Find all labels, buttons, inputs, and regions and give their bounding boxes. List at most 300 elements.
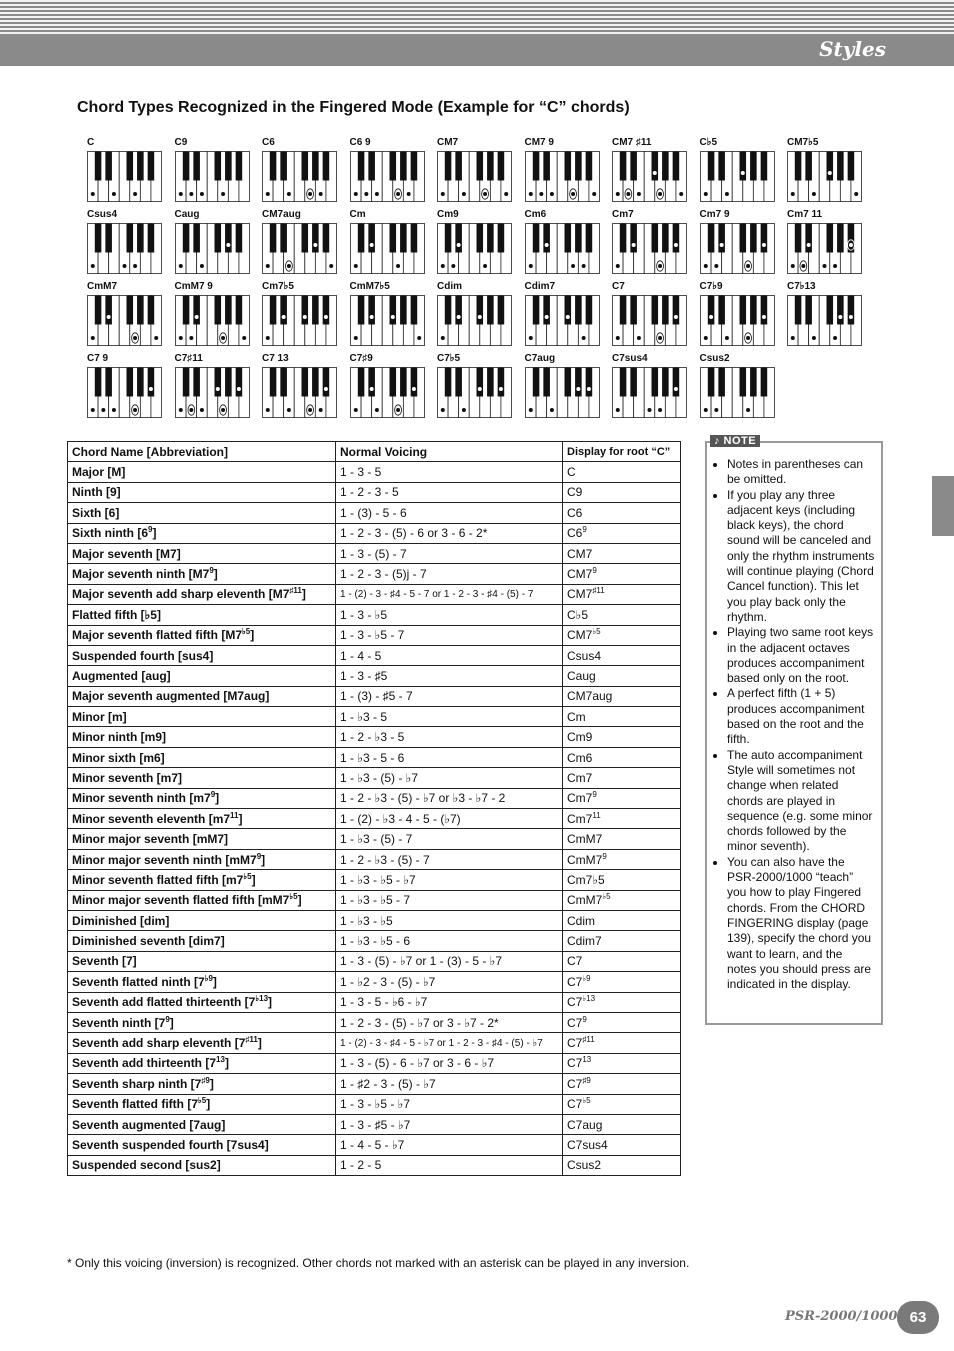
- keyboard-diagram: [175, 151, 251, 203]
- note-dot: [478, 387, 482, 391]
- note-dot: [266, 192, 270, 196]
- black-key: [750, 296, 757, 325]
- note-dot: [199, 192, 203, 196]
- black-key: [673, 224, 680, 253]
- note-dot: [199, 264, 203, 268]
- black-key: [477, 368, 484, 397]
- chord-diagram: [262, 209, 342, 281]
- black-key: [498, 296, 505, 325]
- note-dot: [791, 192, 795, 196]
- col-header-name: Chord Name [Abbreviation]: [68, 442, 336, 462]
- chord-name-cell: Ninth [9]: [68, 482, 336, 502]
- display-cell: C7sus4: [563, 1135, 681, 1155]
- voicing-cell: 1 - ♯2 - 3 - (5) - ♭7: [336, 1074, 563, 1094]
- note-dot: [194, 315, 198, 319]
- display-cell: $C7^{♯11}$: [563, 1033, 681, 1053]
- chord-label: CmM7: [87, 281, 118, 292]
- voicing-cell: 1 - 4 - 5 - ♭7: [336, 1135, 563, 1155]
- black-key: [214, 368, 221, 397]
- black-key: [620, 296, 627, 325]
- chord-name-cell: Major seventh ninth $[M7^9]$: [68, 564, 336, 584]
- black-key: [750, 368, 757, 397]
- note-dot: [369, 315, 373, 319]
- note-dot: [849, 243, 853, 247]
- black-key: [214, 224, 221, 253]
- note-dot: [499, 387, 503, 391]
- keyboard-diagram: [437, 223, 513, 275]
- voicing-cell: 1 - 3 - 5: [336, 462, 563, 482]
- note-dot: [149, 387, 153, 391]
- black-key: [357, 152, 364, 181]
- note-dot: [236, 387, 240, 391]
- note-dot: [266, 408, 270, 412]
- voicing-cell: 1 - 2 - 3 - 5: [336, 482, 563, 502]
- black-key: [707, 152, 714, 181]
- note-dot: [313, 243, 317, 247]
- note-box: [705, 441, 883, 1025]
- black-key: [148, 296, 155, 325]
- black-key: [270, 224, 277, 253]
- note-dot: [462, 408, 466, 412]
- note-dot: [91, 192, 95, 196]
- voicing-cell: 1 - (3) - 5 - 6: [336, 503, 563, 523]
- display-cell: Cm7♭5: [563, 870, 681, 890]
- note-dot: [674, 243, 678, 247]
- black-key: [105, 152, 112, 181]
- black-key: [455, 296, 462, 325]
- note-dot: [451, 264, 455, 268]
- note-dot: [632, 243, 636, 247]
- model-name: PSR-2000/1000: [785, 1309, 898, 1324]
- black-key: [805, 224, 812, 253]
- keyboard-diagram: [87, 151, 163, 203]
- keyboard-diagram: [350, 295, 426, 347]
- keyboard-diagram: [787, 151, 863, 203]
- black-key: [575, 296, 582, 325]
- note-dot: [189, 192, 193, 196]
- voicing-cell: 1 - 2 - 3 - (5)j - 7: [336, 564, 563, 584]
- black-key: [477, 296, 484, 325]
- note-dot: [91, 408, 95, 412]
- note-dot: [329, 264, 333, 268]
- note-dot: [478, 315, 482, 319]
- chord-label: C7♭13: [787, 281, 816, 292]
- black-key: [487, 152, 494, 181]
- black-key: [673, 296, 680, 325]
- black-key: [760, 296, 767, 325]
- display-cell: Cm9: [563, 727, 681, 747]
- chord-name-cell: Seventh add thirteenth $[7^{13}]$: [68, 1053, 336, 1073]
- note-dot: [528, 192, 532, 196]
- black-key: [707, 296, 714, 325]
- black-key: [477, 152, 484, 181]
- note-dot: [483, 264, 487, 268]
- chord-label: Cm7 11: [787, 209, 823, 220]
- voicing-cell: 1 - ♭3 - 5 - 6: [336, 747, 563, 767]
- black-key: [127, 224, 134, 253]
- table-row: [68, 870, 681, 890]
- keyboard-diagram: [612, 151, 688, 203]
- black-key: [148, 368, 155, 397]
- black-key: [389, 152, 396, 181]
- note-dot: [199, 408, 203, 412]
- display-cell: CM7: [563, 543, 681, 563]
- keyboard-diagram: [350, 151, 426, 203]
- note-dot: [658, 192, 662, 196]
- note-dot: [319, 408, 323, 412]
- note-dot: [812, 336, 816, 340]
- keyboard-diagram: [612, 295, 688, 347]
- note-dot: [674, 315, 678, 319]
- black-key: [302, 224, 309, 253]
- display-cell: Cm: [563, 707, 681, 727]
- black-key: [662, 296, 669, 325]
- black-key: [575, 224, 582, 253]
- table-row: [68, 972, 681, 992]
- table-row: [68, 809, 681, 829]
- note-dot: [364, 192, 368, 196]
- chord-name-cell: Seventh flatted fifth $[7^{♭5}]$: [68, 1094, 336, 1114]
- note-dot: [369, 243, 373, 247]
- chord-diagram: [350, 137, 430, 209]
- note-dot: [287, 192, 291, 196]
- black-key: [652, 296, 659, 325]
- black-key: [739, 152, 746, 181]
- black-key: [235, 368, 242, 397]
- voicing-cell: 1 - (2) - 3 - ♯4 - 5 - 7 or 1 - 2 - 3 - ♯4 - (5) - 7: [336, 584, 563, 604]
- chord-label: C7♯9: [349, 353, 373, 364]
- chord-diagram: [612, 353, 692, 425]
- black-key: [673, 368, 680, 397]
- note-item: • Playing two same root keys in the adjacent octaves produces accompaniment based only on the root.: [727, 625, 875, 686]
- black-key: [455, 152, 462, 181]
- voicing-cell: 1 - 2 - 5: [336, 1155, 563, 1175]
- note-dot: [374, 192, 378, 196]
- note-dot: [807, 243, 811, 247]
- table-row: [68, 931, 681, 951]
- black-key: [445, 224, 452, 253]
- black-key: [312, 152, 319, 181]
- note-item: • Notes in parentheses can be omitted.: [727, 457, 875, 488]
- black-key: [235, 152, 242, 181]
- table-row: [68, 686, 681, 706]
- voicing-cell: 1 - ♭3 - ♭5 - 6: [336, 931, 563, 951]
- black-key: [805, 152, 812, 181]
- display-cell: C9: [563, 482, 681, 502]
- note-dot: [462, 192, 466, 196]
- black-key: [312, 296, 319, 325]
- black-key: [760, 224, 767, 253]
- black-key: [575, 368, 582, 397]
- black-key: [225, 152, 232, 181]
- note-list: [707, 457, 881, 992]
- chord-label: CM7♭5: [787, 137, 819, 148]
- black-key: [739, 296, 746, 325]
- black-key: [848, 296, 855, 325]
- black-key: [620, 368, 627, 397]
- note-dot: [761, 243, 765, 247]
- display-cell: $C7^{♯9}$: [563, 1074, 681, 1094]
- chord-label: CM7 9: [524, 137, 554, 148]
- note-dot: [441, 192, 445, 196]
- note-dot: [221, 336, 225, 340]
- chord-name-cell: Seventh augmented [7aug]: [68, 1114, 336, 1134]
- table-row: [68, 482, 681, 502]
- black-key: [410, 296, 417, 325]
- note-dot: [637, 192, 641, 196]
- note-dot: [441, 336, 445, 340]
- chord-diagram: [525, 353, 605, 425]
- note-dot: [823, 264, 827, 268]
- note-dot: [324, 387, 328, 391]
- note-dot: [528, 336, 532, 340]
- voicing-cell: 1 - 4 - 5: [336, 645, 563, 665]
- table-row: [68, 829, 681, 849]
- chord-label: CM7aug: [262, 209, 301, 220]
- chord-diagram: [525, 137, 605, 209]
- black-key: [652, 368, 659, 397]
- keyboard-diagram: [525, 223, 601, 275]
- black-key: [182, 368, 189, 397]
- chord-label: C7aug: [524, 353, 556, 364]
- note-dot: [396, 264, 400, 268]
- chord-label: Cdim: [437, 281, 462, 292]
- note-dot: [616, 192, 620, 196]
- voicing-cell: 1 - 3 - (5) - 6 - ♭7 or 3 - 6 - ♭7: [336, 1053, 563, 1073]
- black-key: [182, 296, 189, 325]
- note-dot: [761, 315, 765, 319]
- chord-diagram: [175, 137, 255, 209]
- black-key: [739, 368, 746, 397]
- table-row: [68, 645, 681, 665]
- chord-label: C7 9: [87, 353, 109, 364]
- display-cell: Csus2: [563, 1155, 681, 1175]
- note-dot: [581, 336, 585, 340]
- black-key: [270, 152, 277, 181]
- black-key: [280, 224, 287, 253]
- chord-name-cell: Seventh flatted ninth $[7^{♭9}]$: [68, 972, 336, 992]
- keyboard-diagram: [175, 367, 251, 419]
- table-row: [68, 543, 681, 563]
- note-dot: [528, 408, 532, 412]
- display-cell: C6: [563, 503, 681, 523]
- note-dot: [709, 315, 713, 319]
- chord-name-cell: Major seventh augmented [M7aug]: [68, 686, 336, 706]
- keyboard-diagram: [262, 151, 338, 203]
- note-dot: [674, 387, 678, 391]
- voicing-cell: 1 - ♭3 - (5) - ♭7: [336, 768, 563, 788]
- black-key: [127, 368, 134, 397]
- keyboard-diagram: [87, 367, 163, 419]
- note-dot: [549, 408, 553, 412]
- black-key: [445, 368, 452, 397]
- chord-diagram: [437, 209, 517, 281]
- note-dot: [703, 192, 707, 196]
- voicing-cell: 1 - 3 - 5 - ♭6 - ♭7: [336, 992, 563, 1012]
- note-dot: [828, 171, 832, 175]
- black-key: [148, 152, 155, 181]
- black-key: [543, 152, 550, 181]
- chord-diagram: [262, 281, 342, 353]
- note-dot: [287, 408, 291, 412]
- chord-label: C9: [174, 137, 188, 148]
- display-cell: $CmM7^9$: [563, 849, 681, 869]
- black-key: [280, 296, 287, 325]
- note-dot: [746, 336, 750, 340]
- black-key: [302, 296, 309, 325]
- note-dot: [221, 192, 225, 196]
- black-key: [739, 224, 746, 253]
- chord-diagram: [700, 137, 780, 209]
- black-key: [827, 224, 834, 253]
- note-dot: [549, 192, 553, 196]
- keyboard-diagram: [262, 295, 338, 347]
- note-dot: [215, 387, 219, 391]
- black-key: [532, 224, 539, 253]
- black-key: [585, 152, 592, 181]
- note-dot: [812, 192, 816, 196]
- black-key: [280, 152, 287, 181]
- black-key: [323, 368, 330, 397]
- note-dot: [411, 387, 415, 391]
- display-cell: Caug: [563, 666, 681, 686]
- black-key: [564, 296, 571, 325]
- note-dot: [133, 408, 137, 412]
- note-dot: [565, 315, 569, 319]
- note-dot: [303, 315, 307, 319]
- chord-name-cell: Minor seventh eleventh $[m7^{11}]$: [68, 809, 336, 829]
- chord-name-cell: Diminished seventh [dim7]: [68, 931, 336, 951]
- note-dot: [266, 336, 270, 340]
- chord-name-cell: Minor sixth [m6]: [68, 747, 336, 767]
- keyboard-diagram: [437, 367, 513, 419]
- table-row: [68, 747, 681, 767]
- chord-diagram: [175, 209, 255, 281]
- note-dot: [576, 387, 580, 391]
- black-key: [400, 152, 407, 181]
- chord-diagram: [437, 281, 517, 353]
- table-row: [68, 768, 681, 788]
- note-dot: [242, 336, 246, 340]
- black-key: [498, 152, 505, 181]
- black-key: [620, 224, 627, 253]
- chord-diagram: [612, 281, 692, 353]
- display-cell: $Cm7^9$: [563, 788, 681, 808]
- chord-label: Caug: [174, 209, 200, 220]
- table-row: [68, 503, 681, 523]
- voicing-cell: 1 - (2) - 3 - ♯4 - 5 - ♭7 or 1 - 2 - 3 - ♯4 - (5) - ♭7: [336, 1033, 563, 1053]
- chord-label: C7 13: [262, 353, 289, 364]
- note-dot: [653, 171, 657, 175]
- keyboard-diagram: [525, 367, 601, 419]
- chord-name-cell: Flatted fifth [♭5]: [68, 605, 336, 625]
- table-row: [68, 625, 681, 645]
- note-dot: [658, 408, 662, 412]
- note-dot: [178, 336, 182, 340]
- table-row: [68, 788, 681, 808]
- table-row: [68, 1033, 681, 1053]
- note-dot: [746, 408, 750, 412]
- table-row: [68, 1012, 681, 1032]
- voicing-cell: 1 - 3 - (5) - ♭7 or 1 - (3) - 5 - ♭7: [336, 951, 563, 971]
- black-key: [323, 152, 330, 181]
- table-row: [68, 1155, 681, 1175]
- table-row: [68, 707, 681, 727]
- keyboard-diagram: [525, 151, 601, 203]
- black-key: [652, 224, 659, 253]
- chord-name-cell: Seventh sharp ninth $[7^{♯9}]$: [68, 1074, 336, 1094]
- note-dot: [154, 336, 158, 340]
- voicing-cell: 1 - ♭3 - ♭5 - 7: [336, 890, 563, 910]
- note-dot: [319, 192, 323, 196]
- chord-name-cell: Seventh add flatted thirteenth $[7^{♭13}]$: [68, 992, 336, 1012]
- table-row: [68, 605, 681, 625]
- table-row: [68, 951, 681, 971]
- note-dot: [374, 408, 378, 412]
- voicing-cell: 1 - ♭2 - 3 - (5) - ♭7: [336, 972, 563, 992]
- black-key: [750, 224, 757, 253]
- voicing-cell: 1 - ♭3 - ♭5 - ♭7: [336, 870, 563, 890]
- keyboard-diagram: [612, 367, 688, 419]
- note-dot: [133, 192, 137, 196]
- note-dot: [123, 264, 127, 268]
- display-cell: CmM7: [563, 829, 681, 849]
- note-dot: [791, 336, 795, 340]
- chord-diagram: [175, 281, 255, 353]
- note-dot: [178, 264, 182, 268]
- black-key: [445, 152, 452, 181]
- black-key: [718, 296, 725, 325]
- chord-name-cell: Major [M]: [68, 462, 336, 482]
- keyboard-diagram: [437, 151, 513, 203]
- note-dot: [308, 192, 312, 196]
- black-key: [662, 152, 669, 181]
- table-row: [68, 1074, 681, 1094]
- chord-diagram: [350, 353, 430, 425]
- chord-label: CM7 ♯11: [612, 137, 652, 148]
- black-key: [805, 296, 812, 325]
- table-row: [68, 564, 681, 584]
- chord-diagram: [787, 209, 867, 281]
- note-dot: [353, 192, 357, 196]
- black-key: [137, 152, 144, 181]
- black-key: [225, 224, 232, 253]
- keyboard-diagram: [612, 223, 688, 275]
- chord-name-cell: Sixth ninth $[6^9]$: [68, 523, 336, 543]
- note-dot: [178, 192, 182, 196]
- black-key: [400, 296, 407, 325]
- black-key: [827, 152, 834, 181]
- keyboard-diagram: [525, 295, 601, 347]
- black-key: [389, 296, 396, 325]
- note-dot: [626, 192, 630, 196]
- note-dot: [544, 315, 548, 319]
- note-badge: ♪ NOTE: [710, 435, 760, 447]
- header-stripes: [0, 0, 954, 34]
- chord-diagram: [350, 281, 430, 353]
- black-key: [543, 224, 550, 253]
- note-dot: [112, 192, 116, 196]
- chord-name-cell: Minor seventh ninth $[m7^9]$: [68, 788, 336, 808]
- black-key: [718, 152, 725, 181]
- black-key: [323, 296, 330, 325]
- black-key: [105, 296, 112, 325]
- note-dot: [107, 315, 111, 319]
- display-cell: $C7^{♭13}$: [563, 992, 681, 1012]
- keyboard-diagram: [350, 223, 426, 275]
- note-dot: [396, 408, 400, 412]
- black-key: [410, 152, 417, 181]
